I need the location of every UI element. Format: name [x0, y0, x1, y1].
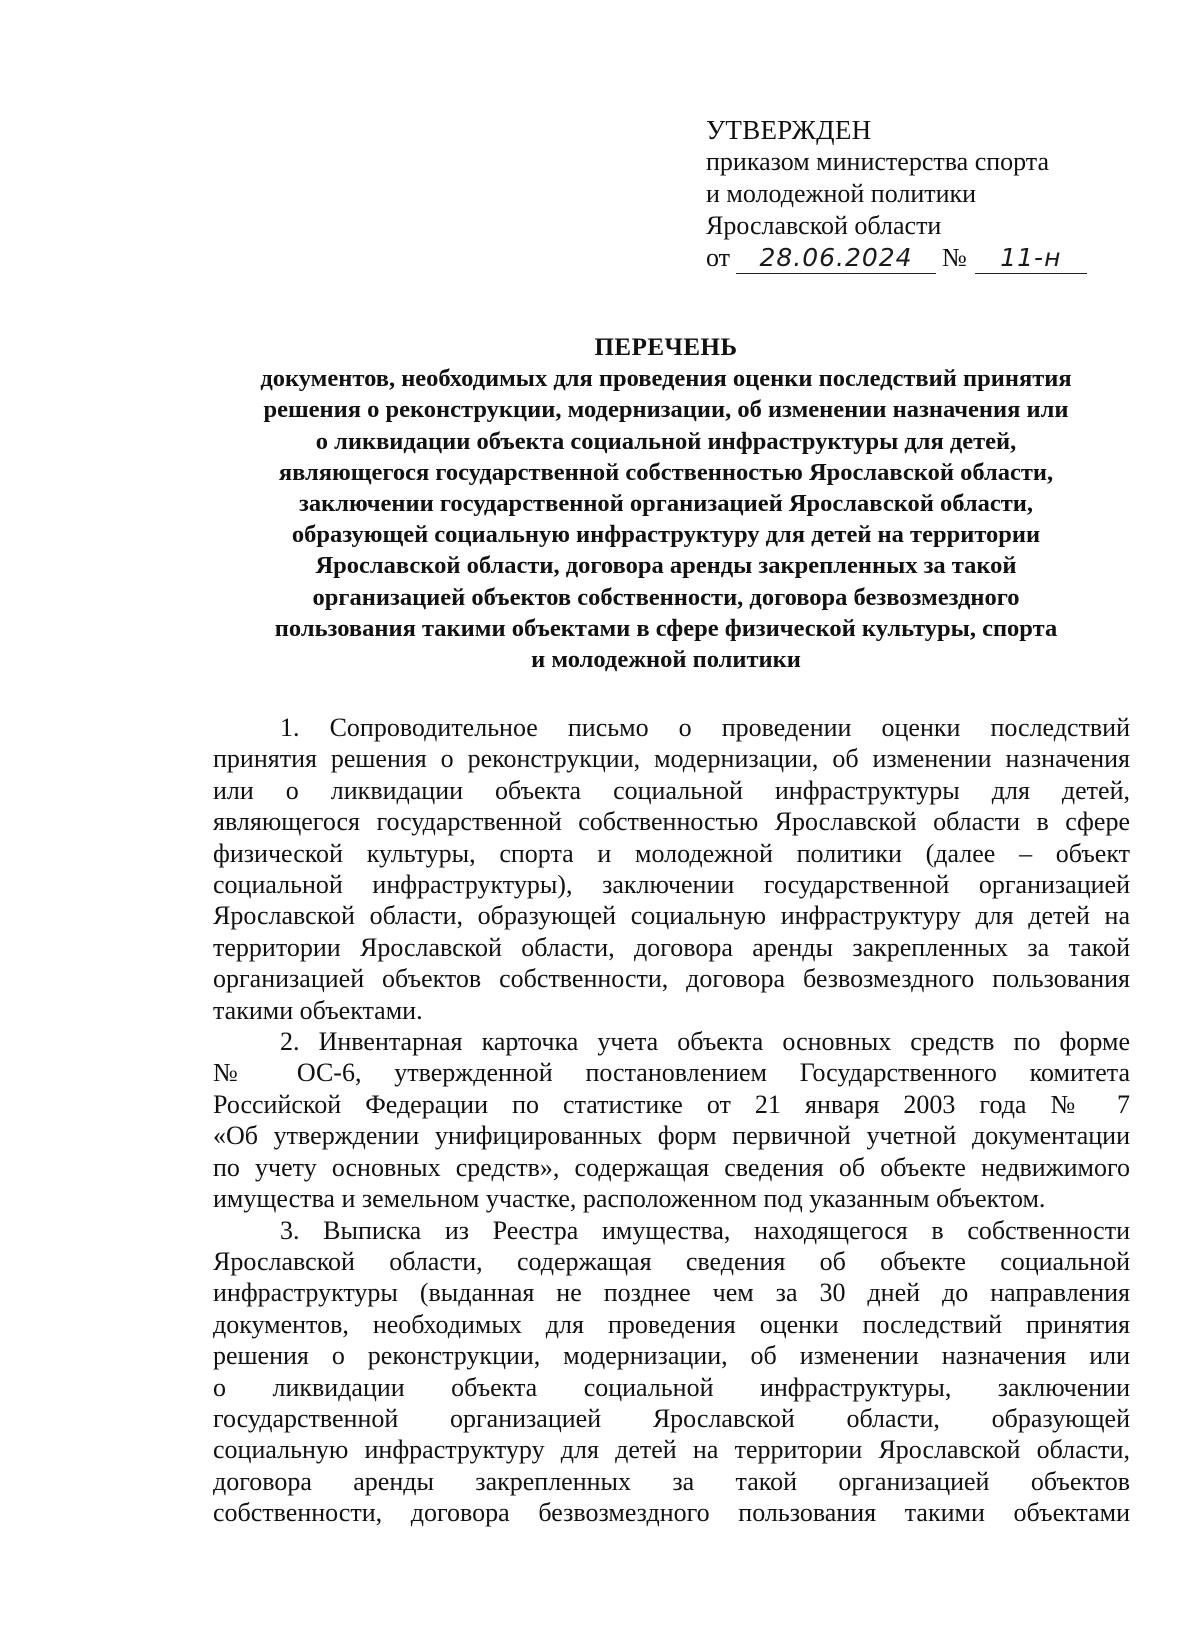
heading-line: о ликвидации объекта социальной инфраструктуры для детей,	[315, 427, 1017, 455]
heading-line: решения о реконструкции, модернизации, об изменении назначения или	[263, 396, 1069, 424]
item-text-line: собственности, договора безвозмездного пользования такими объектами	[213, 1498, 1130, 1528]
item-text-line: принятия решения о реконструкции, модернизации, об изменении назначения	[213, 744, 1130, 774]
item-text-line: документов, необходимых для проведения оценки последствий принятия	[213, 1309, 1130, 1339]
list-item-1	[213, 712, 1130, 1026]
item-text-line: физической культуры, спорта и молодежной политики (далее – объект	[213, 838, 1130, 868]
item-text-line: или о ликвидации объекта социальной инфраструктуры для детей,	[213, 775, 1130, 805]
document-body	[213, 712, 1130, 1529]
item-text-line: 3. Выписка из Реестра имущества, находящегося в собственности	[280, 1215, 1130, 1245]
heading-line: Ярославской области, договора аренды закрепленных за такой	[315, 552, 1017, 580]
page-title: ПЕРЕЧЕНЬ	[594, 334, 738, 361]
item-text-line: территории Ярославской области, договора аренды закрепленных за такой	[213, 932, 1130, 962]
document-heading	[200, 332, 1132, 675]
approved-title: УТВЕРЖДЕН	[706, 115, 872, 145]
heading-line: документов, необходимых для проведения оценки последствий принятия	[260, 365, 1072, 393]
item-text-line: 1. Сопроводительное письмо о проведении оценки последствий	[280, 713, 1130, 742]
heading-line: и молодежной политики	[531, 646, 801, 674]
item-text-line: организацией объектов собственности, договора безвозмездного пользования	[213, 964, 1130, 994]
item-text-line: № ОС-6, утвержденной постановлением Государственного комитета	[213, 1058, 1130, 1088]
list-item-3	[213, 1215, 1130, 1529]
item-text-line: договора аренды закрепленных за такой организацией объектов	[213, 1466, 1130, 1496]
item-text-line: решения о реконструкции, модернизации, об изменении назначения или	[213, 1341, 1130, 1371]
approval-stamp-block	[706, 114, 1126, 274]
heading-line: образующей социальную инфраструктуру для детей на территории	[291, 521, 1041, 549]
item-text-line: социальную инфраструктуру для детей на территории Ярославской области,	[213, 1435, 1130, 1465]
list-item-2	[213, 1026, 1130, 1214]
heading-line: пользования такими объектами в сфере физической культуры, спорта	[274, 614, 1058, 642]
heading-line: являющегося государственной собственностью Ярославской области,	[278, 458, 1054, 486]
approval-line-2: и молодежной политики	[706, 179, 977, 208]
item-text-line: социальной инфраструктуры), заключении государственной организацией	[213, 870, 1130, 900]
order-date-number-line	[706, 242, 1126, 274]
item-text-line: государственной организацией Ярославской области, образующей	[213, 1403, 1130, 1433]
item-text-line: о ликвидации объекта социальной инфраструктуры, заключении	[213, 1372, 1130, 1402]
from-label: от	[706, 243, 731, 272]
item-text-line: Ярославской области, образующей социальную инфраструктуру для детей на	[213, 901, 1130, 931]
item-text-line: являющегося государственной собственностью Ярославской области в сфере	[213, 807, 1130, 837]
item-text-line: такими объектами.	[213, 995, 423, 1025]
item-text-line: по учету основных средств», содержащая сведения об объекте недвижимого	[213, 1152, 1130, 1182]
item-text-line: Российской Федерации по статистике от 21 января 2003 года № 7	[213, 1089, 1130, 1119]
item-text-line: инфраструктуры (выданная не позднее чем за 30 дней до направления	[213, 1278, 1130, 1308]
heading-line: организацией объектов собственности, договора безвозмездного	[312, 583, 1020, 611]
item-text-line: имущества и земельном участке, расположенном под указанным объектом.	[213, 1184, 1046, 1214]
item-text-line: 2. Инвентарная карточка учета объекта основных средств по форме	[280, 1027, 1130, 1057]
heading-line: заключении государственной организацией Ярославской области,	[298, 490, 1034, 518]
number-label: №	[942, 243, 967, 272]
order-date-handwritten: 28.06.2024	[736, 243, 936, 274]
approval-line-1: приказом министерства спорта	[706, 147, 1050, 176]
item-text-line: «Об утверждении унифицированных форм первичной учетной документации	[213, 1121, 1130, 1151]
order-number-handwritten: 11-н	[975, 243, 1087, 274]
approval-line-3: Ярославской области	[706, 211, 942, 240]
item-text-line: Ярославской области, содержащая сведения об объекте социальной	[213, 1246, 1130, 1276]
